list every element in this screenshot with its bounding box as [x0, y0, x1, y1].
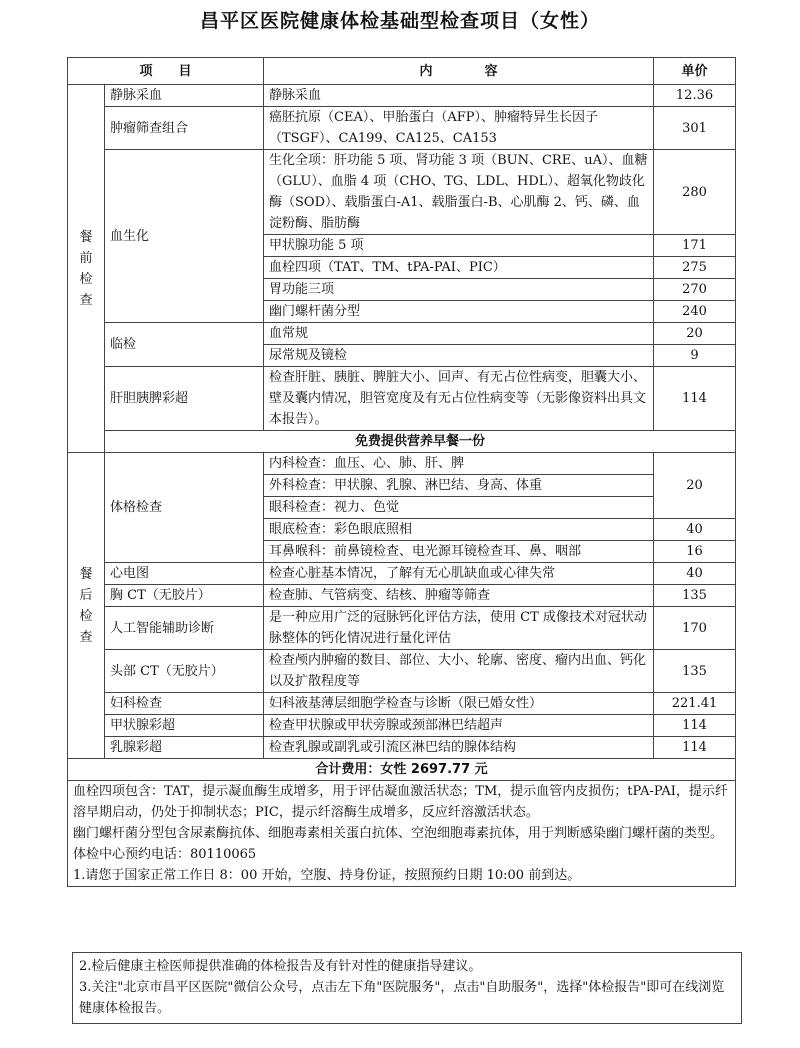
- price-clinic-1: 9: [654, 345, 736, 367]
- content-biochem-1: 甲状腺功能 5 项: [264, 235, 654, 257]
- header-row: [68, 58, 736, 85]
- cat-gyn: 妇科检查: [105, 693, 264, 715]
- table-row: [68, 323, 736, 345]
- exam-table: [67, 57, 736, 887]
- price-ai: 170: [654, 607, 736, 650]
- group-post-text: 餐 后 检 查: [79, 566, 93, 645]
- cat-clinic: 临检: [105, 323, 264, 367]
- cat-breast: 乳腺彩超: [105, 737, 264, 759]
- table-row: [68, 607, 736, 650]
- note-phone: 体检中心预约电话：80110065: [73, 847, 257, 862]
- table-row: [68, 585, 736, 607]
- cat-ai: 人工智能辅助诊断: [105, 607, 264, 650]
- col-item-header: 项 目: [68, 58, 264, 85]
- cat-ecg: 心电图: [105, 563, 264, 585]
- content-head-ct: 检查颅内肿瘤的数目、部位、大小、轮廓、密度、瘤内出血、钙化以及扩散程度等: [264, 650, 654, 693]
- cat-chest-ct: 胸 CT（无胶片）: [105, 585, 264, 607]
- table-row: [68, 650, 736, 693]
- price-ecg: 40: [654, 563, 736, 585]
- price-physical-shared: 20: [654, 453, 736, 519]
- group-pre-label: [68, 85, 105, 453]
- page-title: 昌平区医院健康体检基础型检查项目（女性）: [199, 10, 600, 32]
- content-thyroid: 检查甲状腺或甲状旁腺或颈部淋巴结超声: [264, 715, 654, 737]
- table-row: [68, 150, 736, 235]
- price-biochem-1: 171: [654, 235, 736, 257]
- price-biochem-2: 275: [654, 257, 736, 279]
- content-ecg: 检查心脏基本情况，了解有无心肌缺血或心律失常: [264, 563, 654, 585]
- notes-box-2: [72, 952, 742, 1024]
- table-row: [68, 563, 736, 585]
- note-hpylori: 幽门螺杆菌分型包含尿素酶抗体、细胞毒素相关蛋白抗体、空泡细胞毒素抗体，用于判断感染幽门螺杆菌的类型。: [73, 826, 724, 841]
- price-physical-3: 40: [654, 519, 736, 541]
- price-chest-ct: 135: [654, 585, 736, 607]
- group-pre-text: 餐 前 检 查: [79, 229, 93, 308]
- table-row: [68, 367, 736, 431]
- content-biochem-2: 血栓四项（TAT、TM、tPA-PAI、PIC）: [264, 257, 654, 279]
- table-row: [68, 85, 736, 107]
- content-ultra: 检查肝脏、胰脏、脾脏大小、回声、有无占位性病变，胆囊大小、壁及囊内情况，胆管宽度及有无占位性病变等（无影像资料出具文本报告）。: [264, 367, 654, 431]
- breakfast-note: 免费提供营养早餐一份: [105, 431, 736, 453]
- price-ultra: 114: [654, 367, 736, 431]
- price-physical-4: 16: [654, 541, 736, 563]
- price-breast: 114: [654, 737, 736, 759]
- content-biochem-0: 生化全项：肝功能 5 项、肾功能 3 项（BUN、CRE、uA）、血糖（GLU）、血脂 4 项（CHO、TG、LDL、HDL）、超氧化物歧化酶（SOD）、载脂蛋白-A1、载脂蛋白-B、心肌酶 2、钙、磷、血淀粉酶、脂肪酶: [264, 150, 654, 235]
- content-clinic-1: 尿常规及镜检: [264, 345, 654, 367]
- group-post-label: [68, 453, 105, 759]
- price-biochem-3: 270: [654, 279, 736, 301]
- notes-row: [68, 781, 736, 887]
- price-tumor: 301: [654, 107, 736, 150]
- breakfast-row: [68, 431, 736, 453]
- note-thrombus: 血栓四项包含：TAT，提示凝血酶生成增多，用于评估凝血激活状态；TM，提示血管内皮损伤；tPA-PAI，提示纤溶早期启动，仍处于抑制状态；PIC，提示纤溶酶生成增多，反应纤溶激活状态。: [73, 784, 728, 820]
- notes-cell: [68, 781, 736, 887]
- content-physical-3: 眼底检查：彩色眼底照相: [264, 519, 654, 541]
- table-row: [68, 107, 736, 150]
- price-vein: 12.36: [654, 85, 736, 107]
- cat-biochem: 血生化: [105, 150, 264, 323]
- price-clinic-0: 20: [654, 323, 736, 345]
- cat-head-ct: 头部 CT（无胶片）: [105, 650, 264, 693]
- price-head-ct: 135: [654, 650, 736, 693]
- content-physical-4: 耳鼻喉科：前鼻镜检查、电光源耳镜检查耳、鼻、咽部: [264, 541, 654, 563]
- content-biochem-4: 幽门螺杆菌分型: [264, 301, 654, 323]
- table-row: [68, 693, 736, 715]
- content-tumor: 癌胚抗原（CEA）、甲胎蛋白（AFP）、肿瘤特异生长因子（TSGF）、CA199、CA125、CA153: [264, 107, 654, 150]
- cat-ultra: 肝胆胰脾彩超: [105, 367, 264, 431]
- content-vein: 静脉采血: [264, 85, 654, 107]
- total-cost: 合计费用：女性 2697.77 元: [68, 759, 736, 781]
- content-chest-ct: 检查肺、气管病变、结核、肿瘤等筛查: [264, 585, 654, 607]
- price-biochem-4: 240: [654, 301, 736, 323]
- content-physical-2: 眼科检查：视力、色觉: [264, 497, 654, 519]
- content-ai: 是一种应用广泛的冠脉钙化评估方法，使用 CT 成像技术对冠状动脉整体的钙化情况进行量化评估: [264, 607, 654, 650]
- content-biochem-3: 胃功能三项: [264, 279, 654, 301]
- table-row: [68, 737, 736, 759]
- price-thyroid: 114: [654, 715, 736, 737]
- cat-vein: 静脉采血: [105, 85, 264, 107]
- table-row: [68, 453, 736, 475]
- total-row: [68, 759, 736, 781]
- col-content-header: 内 容: [264, 58, 654, 85]
- price-gyn: 221.41: [654, 693, 736, 715]
- content-breast: 检查乳腺或副乳或引流区淋巴结的腺体结构: [264, 737, 654, 759]
- content-physical-0: 内科检查：血压、心、肺、肝、脾: [264, 453, 654, 475]
- cat-thyroid: 甲状腺彩超: [105, 715, 264, 737]
- note-report: 2.检后健康主检医师提供准确的体检报告及有针对性的健康指导建议。: [79, 959, 482, 974]
- cat-physical: 体格检查: [105, 453, 264, 563]
- table-row: [68, 715, 736, 737]
- price-biochem-0: 280: [654, 150, 736, 235]
- note-wechat: 3.关注"北京市昌平区医院"微信公众号，点击左下角"医院服务"，点击"自助服务"，选择"体检报告"即可在线浏览健康体检报告。: [79, 980, 725, 1016]
- content-gyn: 妇科液基薄层细胞学检查与诊断（限已婚女性）: [264, 693, 654, 715]
- col-price-header: 单价: [654, 58, 736, 85]
- cat-tumor: 肿瘤筛查组合: [105, 107, 264, 150]
- note-arrival: 1.请您于国家正常工作日 8：00 开始，空腹、持身份证，按照预约日期 10:00 前到达。: [73, 868, 581, 883]
- content-clinic-0: 血常规: [264, 323, 654, 345]
- content-physical-1: 外科检查：甲状腺、乳腺、淋巴结、身高、体重: [264, 475, 654, 497]
